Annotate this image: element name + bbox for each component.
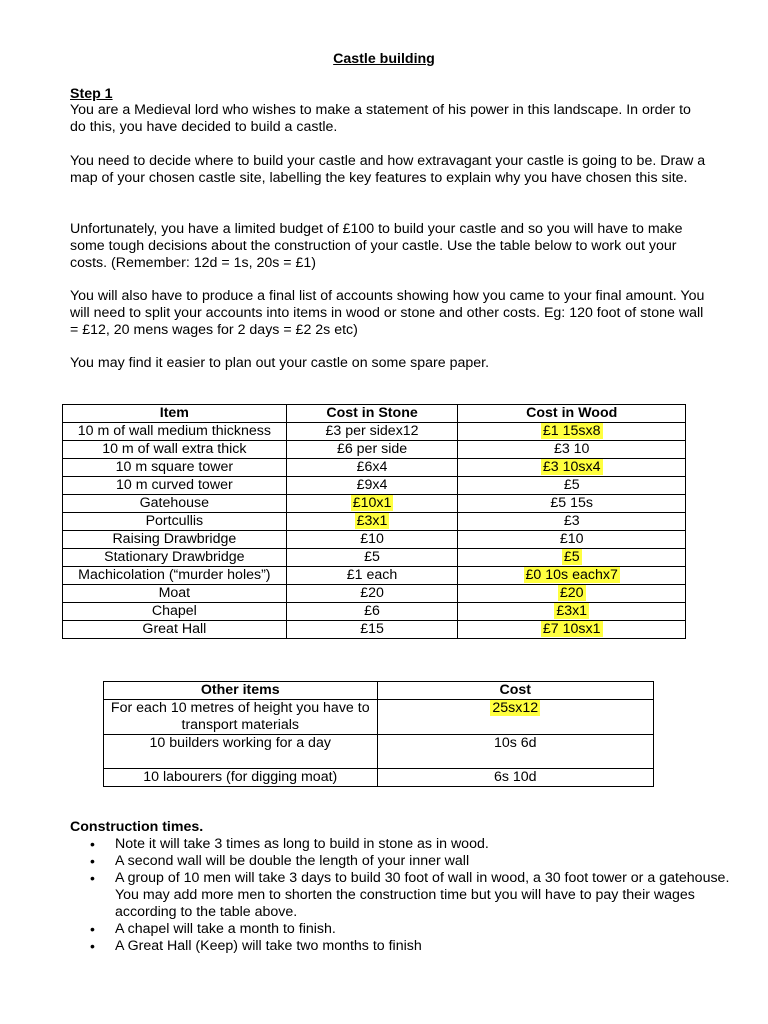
site-paragraph: You need to decide where to build your castle and how extravagant your castle is going to be. Draw a map of your chosen castle site, labelling the key features to explain why you have chosen this site. (70, 153, 706, 186)
wood-cost-cell (458, 567, 686, 585)
construction-heading: Construction times. (70, 819, 204, 835)
wood-cost-cell-text: £1 15sx8 (542, 423, 601, 439)
item-cell-text: 10 m of wall medium thickness (77, 423, 271, 439)
table-row (63, 549, 686, 567)
list-item: • Note it will take 3 times as long to build in stone as in wood. (115, 836, 755, 853)
table-header-row (63, 405, 686, 423)
other-items-table (103, 681, 654, 787)
list-item: • A Great Hall (Keep) will take two months to finish (115, 938, 755, 955)
column-header-cost: Cost (377, 682, 654, 700)
wood-cost-cell-text: £10 (559, 531, 584, 547)
table-row (63, 495, 686, 513)
item-cell (63, 531, 287, 549)
stone-cost-cell-text: £5 (364, 549, 380, 565)
item-cell (63, 495, 287, 513)
wood-cost-cell-text: £3 10 (553, 441, 590, 457)
stone-cost-cell (286, 423, 458, 441)
table-row (63, 567, 686, 585)
item-cell-text: Great Hall (142, 621, 207, 637)
item-cell (63, 549, 287, 567)
table-row (104, 700, 654, 735)
table-row (104, 735, 654, 769)
stone-cost-cell (286, 585, 458, 603)
item-cell-text: 10 m curved tower (115, 477, 233, 493)
construction-notes-list (70, 836, 755, 955)
item-cell (63, 585, 287, 603)
column-header-item: Item (63, 405, 287, 423)
item-cell-text: 10 m of wall extra thick (102, 441, 247, 457)
item-cell-text: Chapel (151, 603, 197, 619)
wood-cost-cell (458, 423, 686, 441)
stone-cost-cell-text: £3 per sidex12 (325, 423, 419, 439)
item-cell-text: Portcullis (145, 513, 204, 529)
list-item: • A second wall will be double the length of your inner wall (115, 853, 755, 870)
item-cell-text: 10 m square tower (115, 459, 234, 475)
other-item-cell (104, 769, 378, 787)
table-row (63, 585, 686, 603)
table-row (63, 459, 686, 477)
item-cell (63, 423, 287, 441)
item-cell-text: Gatehouse (139, 495, 210, 511)
other-item-text: For each 10 metres of height you have to transport materials (110, 700, 370, 733)
table-row (63, 477, 686, 495)
stone-cost-cell-text: £10x1 (352, 495, 392, 511)
other-item-cell (104, 735, 378, 769)
wood-cost-cell-text: £5 (563, 549, 580, 565)
stone-cost-cell-text: £10 (360, 531, 384, 547)
wood-cost-cell (458, 459, 686, 477)
other-cost-cell (377, 735, 654, 769)
item-cell (63, 603, 287, 621)
wood-cost-cell-text: £3 (563, 513, 580, 529)
table-row (63, 423, 686, 441)
page-title: Castle building (333, 51, 435, 67)
wood-cost-cell (458, 495, 686, 513)
item-cell (63, 441, 287, 459)
wood-cost-cell-text: £3 10sx4 (542, 459, 601, 475)
stone-cost-cell (286, 531, 458, 549)
table-row (63, 441, 686, 459)
planning-paragraph: You may find it easier to plan out your castle on some spare paper. (70, 355, 490, 371)
wood-cost-cell-text: £3x1 (556, 603, 588, 619)
table-row (63, 603, 686, 621)
other-cost-text: 25sx12 (492, 700, 539, 716)
item-cell (63, 459, 287, 477)
other-cost-text: 6s 10d (493, 769, 537, 785)
stone-cost-cell (286, 603, 458, 621)
other-item-cell (104, 700, 378, 735)
stone-cost-cell-text: £20 (360, 585, 384, 601)
table-row (63, 513, 686, 531)
stone-cost-cell-text: £9x4 (356, 477, 388, 493)
cost-table (62, 404, 686, 639)
wood-cost-cell-text: £0 10s eachx7 (525, 567, 618, 583)
stone-cost-cell (286, 459, 458, 477)
stone-cost-cell (286, 549, 458, 567)
step-heading: Step 1 (70, 86, 113, 102)
wood-cost-cell (458, 621, 686, 639)
item-cell-text: Stationary Drawbridge (104, 549, 245, 565)
item-cell-text: Moat (158, 585, 191, 601)
wood-cost-cell-text: £20 (559, 585, 584, 601)
item-cell (63, 621, 287, 639)
table-row (63, 621, 686, 639)
stone-cost-cell (286, 441, 458, 459)
item-cell-text: Raising Drawbridge (112, 531, 237, 547)
wood-cost-cell (458, 441, 686, 459)
wood-cost-cell (458, 477, 686, 495)
table-row (63, 531, 686, 549)
list-item: • A group of 10 men will take 3 days to build 30 foot of wall in wood, a 30 foot tower or a gatehouse. You may add more men to shorten the construction time but you will have to pay their wages according to the table above. (115, 870, 755, 921)
other-cost-cell (377, 700, 654, 735)
stone-cost-cell-text: £3x1 (356, 513, 388, 529)
stone-cost-cell (286, 513, 458, 531)
intro-paragraph: You are a Medieval lord who wishes to make a statement of his power in this landscape. In order to do this, you have decided to build a castle. (70, 102, 691, 135)
stone-cost-cell-text: £15 (360, 621, 384, 637)
stone-cost-cell-text: £6 per side (336, 441, 408, 457)
other-item-text: 10 builders working for a day (149, 735, 331, 751)
wood-cost-cell-text: £5 (563, 477, 580, 493)
stone-cost-cell-text: £6x4 (356, 459, 388, 475)
item-cell (63, 513, 287, 531)
wood-cost-cell-text: £5 15s (550, 495, 593, 511)
column-header-stone: Cost in Stone (286, 405, 458, 423)
wood-cost-cell (458, 603, 686, 621)
wood-cost-cell (458, 549, 686, 567)
list-item: • A chapel will take a month to finish. (115, 921, 755, 938)
wood-cost-cell (458, 531, 686, 549)
item-cell (63, 567, 287, 585)
stone-cost-cell-text: £1 each (346, 567, 398, 583)
item-cell (63, 477, 287, 495)
other-item-text: 10 labourers (for digging moat) (143, 769, 338, 785)
wood-cost-cell (458, 513, 686, 531)
wood-cost-cell (458, 585, 686, 603)
stone-cost-cell (286, 621, 458, 639)
stone-cost-cell (286, 495, 458, 513)
table-header-row (104, 682, 654, 700)
column-header-other-items: Other items (104, 682, 378, 700)
other-cost-text: 10s 6d (493, 735, 537, 751)
wood-cost-cell-text: £7 10sx1 (542, 621, 601, 637)
accounts-paragraph: You will also have to produce a final list of accounts showing how you came to your final amount. You will need to split your accounts into items in wood or stone and other costs. Eg: 120 foot of stone wall = £12, 20 mens wages for 2 days = £2 2s etc) (70, 288, 705, 338)
budget-paragraph: Unfortunately, you have a limited budget of £100 to build your castle and so you will have to make some tough decisions about the construction of your castle. Use the table below to work out your costs. (Remember: 12d = 1s, 20s = £1) (70, 221, 683, 271)
table-row (104, 769, 654, 787)
stone-cost-cell (286, 477, 458, 495)
column-header-wood: Cost in Wood (458, 405, 686, 423)
stone-cost-cell-text: £6 (364, 603, 380, 619)
other-cost-cell (377, 769, 654, 787)
stone-cost-cell (286, 567, 458, 585)
item-cell-text: Machicolation (“murder holes”) (78, 567, 271, 583)
